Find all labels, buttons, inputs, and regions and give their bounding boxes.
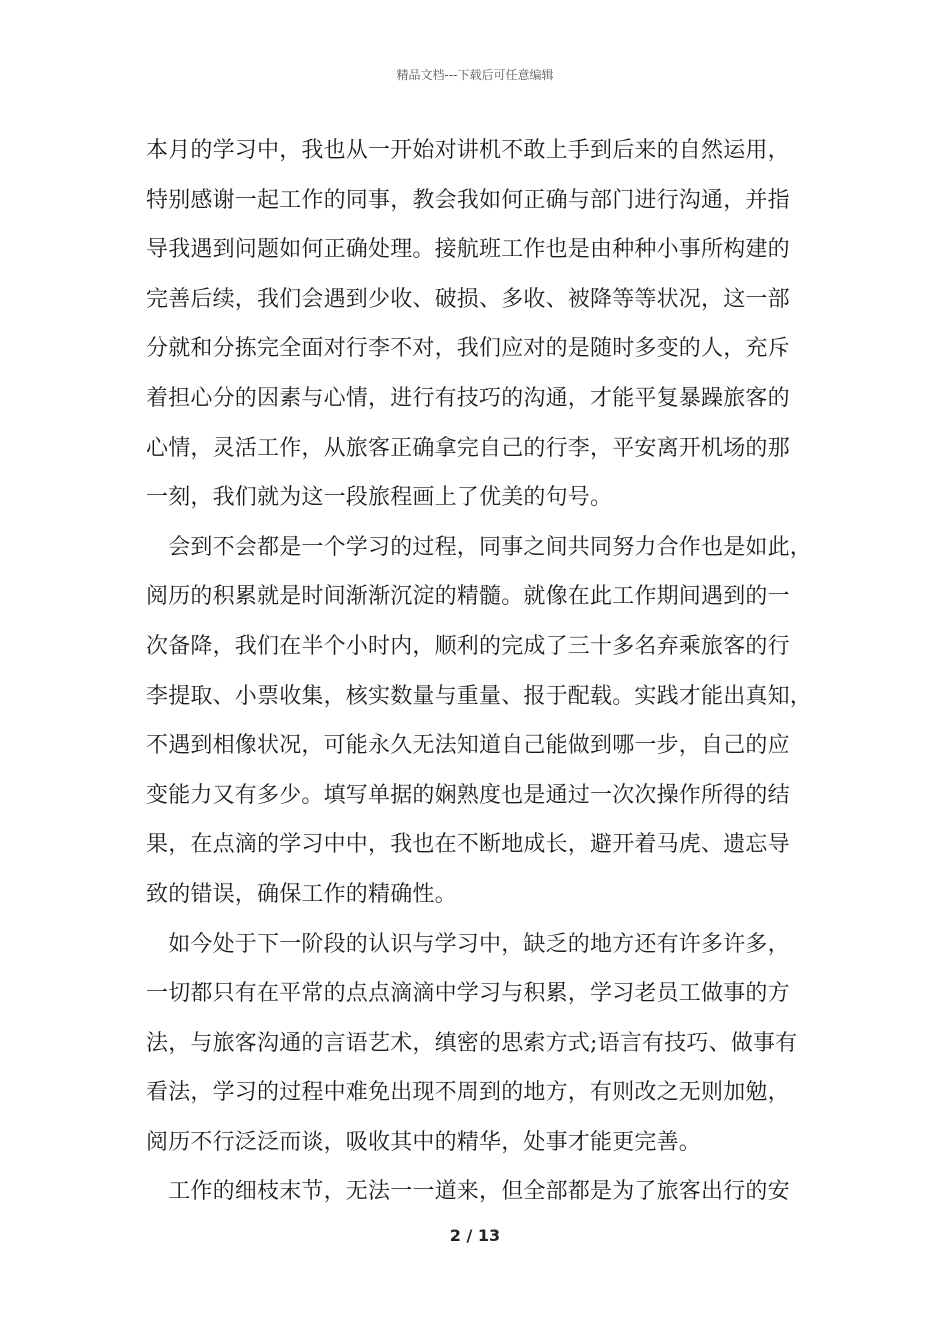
text-line: 法，与旅客沟通的言语艺术，缜密的思索方式;语言有技巧、做事有 (146, 1030, 798, 1056)
text-line: 一切都只有在平常的点点滴滴中学习与积累，学习老员工做事的方 (146, 981, 790, 1007)
text-line: 本月的学习中，我也从一开始对讲机不敢上手到后来的自然运用， (146, 138, 790, 163)
text-line: 工作的细枝末节，无法一一道来，但全部都是为了旅客出行的安 (146, 1179, 790, 1205)
text-line: 特别感谢一起工作的同事，教会我如何正确与部门进行沟通，并指 (146, 187, 790, 213)
text-line: 如今处于下一阶段的认识与学习中，缺乏的地方还有许多许多， (146, 931, 790, 957)
text-line: 完善后续，我们会遇到少收、破损、多收、被降等等状况，这一部 (146, 286, 790, 312)
text-line: 李提取、小票收集，核实数量与重量、报于配载。实践才能出真知， (146, 683, 813, 709)
text-line: 心情，灵活工作，从旅客正确拿完自己的行李，平安离开机场的那 (146, 435, 790, 461)
body-text (146, 126, 822, 1217)
text-line: 会到不会都是一个学习的过程，同事之间共同努力合作也是如此， (146, 534, 813, 560)
text-line: 分就和分拣完全面对行李不对，我们应对的是随时多变的人，充斥 (146, 336, 790, 362)
text-line: 看法，学习的过程中难免出现不周到的地方，有则改之无则加勉， (146, 1080, 790, 1106)
text-line: 着担心分的因素与心情，进行有技巧的沟通，才能平复暴躁旅客的 (146, 385, 790, 411)
text-line: 果，在点滴的学习中中，我也在不断地成长，避开着马虎、遗忘导 (146, 832, 790, 858)
text-line: 致的错误，确保工作的精确性。 (146, 881, 457, 907)
page-header: 精品文档---下载后可任意编辑 (396, 68, 554, 82)
page-number: 2 / 13 (449, 1226, 501, 1245)
text-line: 次备降，我们在半个小时内，顺利的完成了三十多名弃乘旅客的行 (146, 633, 790, 659)
text-line: 阅历不行泛泛而谈，吸收其中的精华，处事才能更完善。 (146, 1129, 702, 1155)
text-line: 不遇到相像状况，可能永久无法知道自己能做到哪一步，自己的应 (146, 733, 790, 759)
text-line: 阅历的积累就是时间渐渐沉淀的精髓。就像在此工作期间遇到的一 (146, 584, 790, 610)
text-line: 变能力又有多少。填写单据的娴熟度也是通过一次次操作所得的结 (146, 782, 790, 808)
text-line: 导我遇到问题如何正确处理。接航班工作也是由种种小事所构建的 (146, 237, 790, 263)
text-line: 一刻，我们就为这一段旅程画上了优美的句号。 (146, 485, 613, 511)
